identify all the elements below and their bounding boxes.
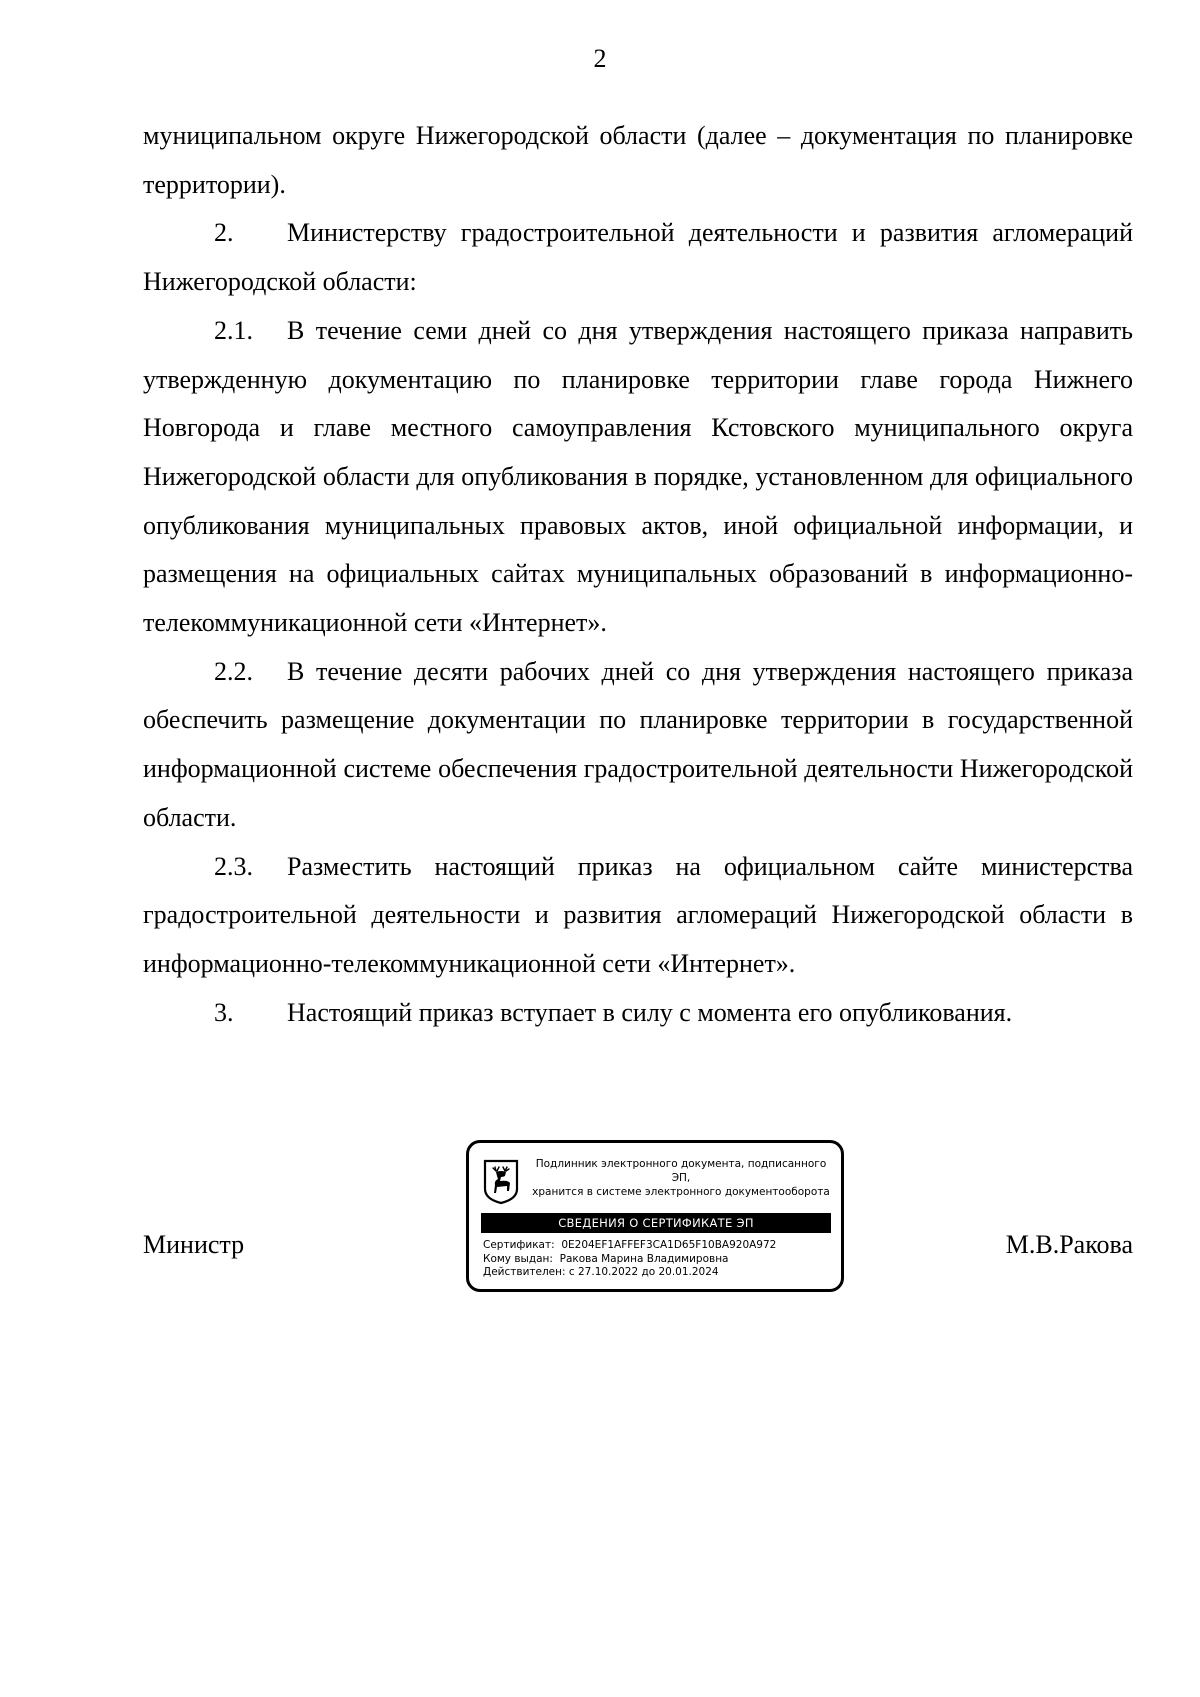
paragraph-continuation [143, 112, 1133, 209]
signature-block [143, 1140, 1133, 1350]
paragraph-text: Министерству градостроительной деятельности и развития агломераций Нижегородской области: [143, 218, 1133, 297]
valid-row [483, 1266, 833, 1280]
paragraph-text: В течение семи дней со дня утверждения настоящего приказа направить утвержденную документацию по планировке территории главе города Нижнего Новгорода и главе местного самоуправления Кстовского муниципального округа Нижегородской области для опубликования в порядке, установленном для официального опубликования муниципальных правовых актов, иной официальной информации, и размещения на официальных сайтах муниципальных образований в информационно-телекоммуникационной сети «Интернет». [143, 315, 1133, 638]
paragraph-number: 2. [214, 218, 234, 248]
paragraph-number: 2.1. [214, 315, 253, 345]
paragraph-2-2 [143, 648, 1133, 843]
electronic-signature-stamp [466, 1140, 844, 1292]
issued-to-value: Ракова Марина Владимировна [559, 1252, 729, 1265]
valid-value: с 27.10.2022 до 20.01.2024 [568, 1266, 719, 1278]
paragraph-2 [143, 209, 1133, 306]
paragraph-text: Разместить настоящий приказ на официальном сайте министерства градостроительной деятельности и развития агломераций Нижегородской области в информационно-телекоммуникационной сети «Интернет». [143, 851, 1133, 978]
certificate-row [483, 1239, 833, 1253]
paragraph-text: муниципальном округе Нижегородской области (далее – документация по планировке территории). [143, 121, 1133, 199]
certificate-label: Сертификат: [483, 1239, 555, 1251]
signatory-role: Министр [143, 1230, 245, 1259]
paragraph-text: Настоящий приказ вступает в силу с момента его опубликования. [287, 997, 1013, 1027]
paragraph-number: 2.3. [214, 851, 253, 881]
page-number: 2 [593, 44, 607, 73]
stamp-header-line: Подлинник электронного документа, подписанного ЭП, [535, 1158, 827, 1184]
paragraph-number: 2.2. [214, 656, 253, 686]
stamp-header-line: хранится в системе электронного документооборота [532, 1186, 830, 1198]
paragraph-number: 3. [214, 997, 234, 1027]
issued-to-row [483, 1253, 833, 1267]
certificate-value: 0E204EF1AFFEF3CA1D65F10BA920A972 [561, 1239, 777, 1251]
paragraph-text: В течение десяти рабочих дней со дня утверждения настоящего приказа обеспечить размещение документации по планировке территории в государственной информационной системе обеспечения градостроительной деятельности Нижегородской области. [143, 656, 1133, 832]
paragraph-2-1 [143, 307, 1133, 648]
paragraph-2-3 [143, 843, 1133, 989]
issued-to-label: Кому выдан: [483, 1252, 553, 1265]
paragraph-3 [143, 989, 1133, 1038]
certificate-details [483, 1239, 833, 1280]
valid-label: Действителен: [483, 1266, 566, 1278]
certificate-title-bar: СВЕДЕНИЯ О СЕРТИФИКАТЕ ЭП [481, 1213, 831, 1233]
signatory-name: М.В.Ракова [1005, 1230, 1133, 1259]
document-body [143, 112, 1133, 1037]
deer-emblem-icon [483, 1159, 519, 1205]
stamp-header [525, 1157, 837, 1199]
